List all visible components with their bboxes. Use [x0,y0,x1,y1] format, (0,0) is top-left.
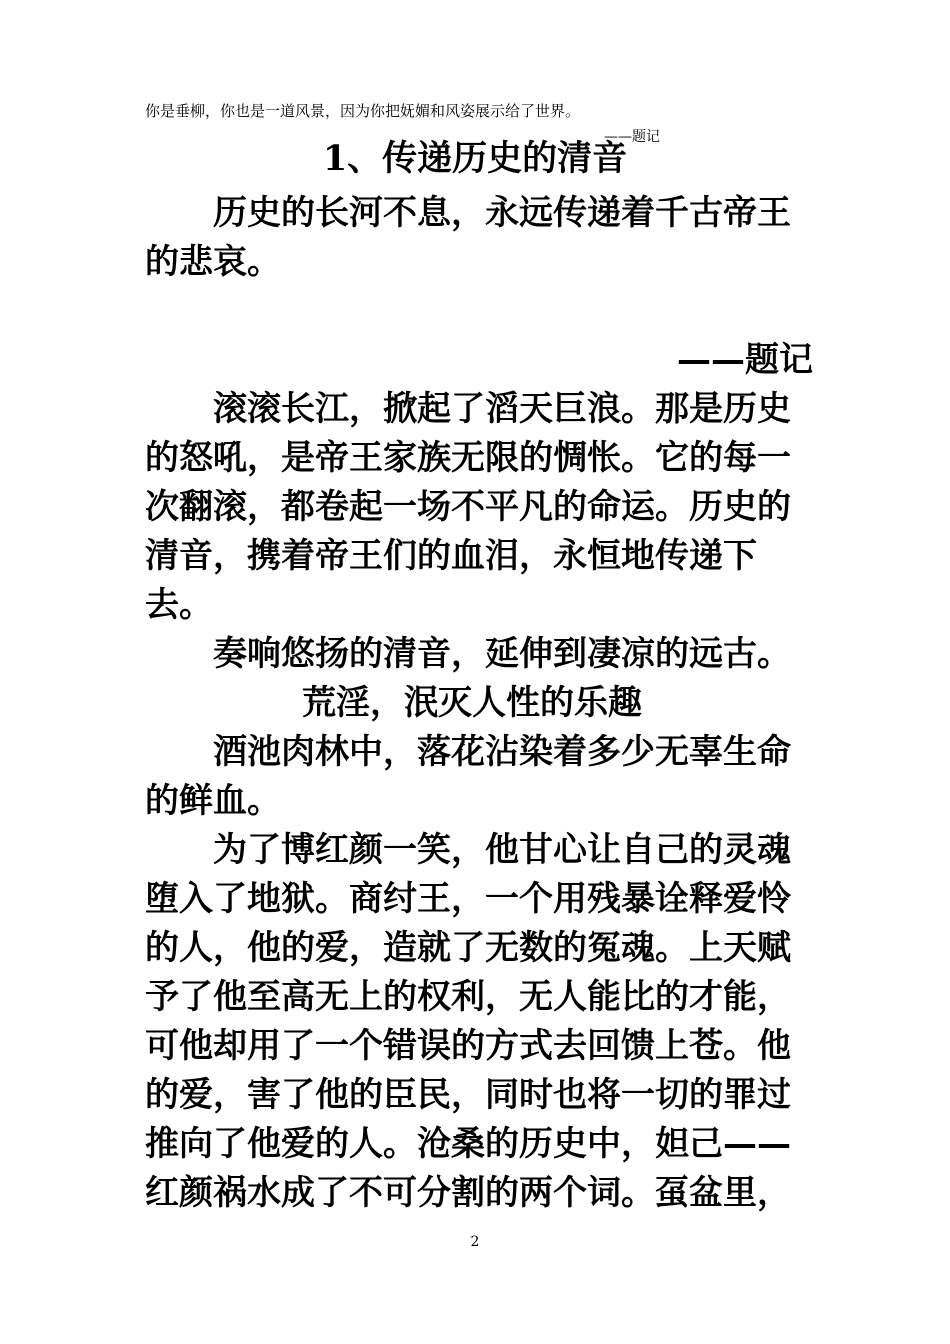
paragraph-1: 滚滚长江，掀起了滔天巨浪。那是历史的怒吼，是帝王家族无限的惆怅。它的每一次翻滚，都卷起一场不平凡的命运。历史的清音，携着帝王们的血泪，永恒地传递下去。 [145,389,791,625]
top-epigraph-attribution: ——题记 [604,129,660,145]
paragraph-3: 酒池肉林中，落花沾染着多少无辜生命的鲜血。 [145,732,791,821]
section-subheading: 荒淫，泯灭人性的乐趣 [302,683,642,723]
article-epigraph: 历史的长河不息，永远传递着千古帝王的悲哀。 [145,193,791,282]
article-epigraph-attribution: ——题记 [677,340,813,380]
article-title: 1、传递历史的清音 [322,138,628,179]
top-epigraph: 你是垂柳，你也是一道风景，因为你把妩媚和风姿展示给了世界。 [145,102,581,120]
paragraph-2: 奏响悠扬的清音，延伸到凄凉的远古。 [213,634,791,674]
page-number: 2 [470,1234,480,1250]
paragraph-4: 为了博红颜一笑，他甘心让自己的灵魂堕入了地狱。商纣王，一个用残暴诠释爱怜的人，他的爱，造就了无数的冤魂。上天赋予了他至高无上的权利，无人能比的才能，可他却用了一个错误的方式去回馈上苍。他的爱，害了他的臣民，同时也将一切的罪过推向了他爱的人。沧桑的历史中，妲己——红颜祸水成了不可分割的两个词。虿盆里， [145,830,791,1213]
article-body [145,189,813,1218]
blank-line [145,287,813,336]
